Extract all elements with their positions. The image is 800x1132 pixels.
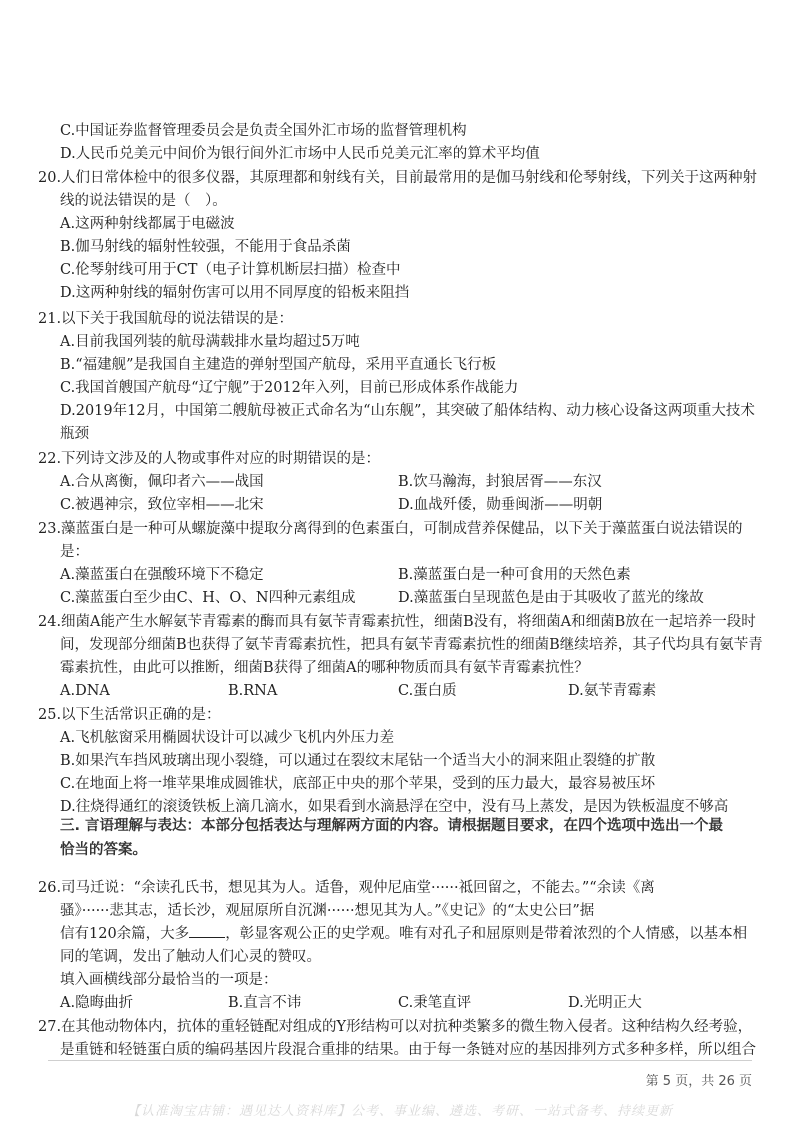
page-number: 第 5 页，共 26 页 xyxy=(645,1074,752,1089)
q24-option-b: B.RNA xyxy=(228,683,278,699)
q24-option-a: A.DNA xyxy=(60,683,110,699)
section-heading xyxy=(60,814,750,862)
q24-option-c: C.蛋白质 xyxy=(398,683,457,699)
q26-option-c: C.秉笔直评 xyxy=(398,995,472,1011)
q22-option-c: C.被遇神宗，致位宰相——北宋 xyxy=(60,497,264,513)
q24-option-d: D.氨苄青霉素 xyxy=(568,683,657,699)
watermark: 【认准淘宝店铺：遇见达人资料库】公考、事业编、遴选、考研、一站式备考、持续更新 xyxy=(126,1104,673,1119)
q26-prompt: 填入画横线部分最恰当的一项是： xyxy=(60,972,278,988)
q22-stem: 22.下列诗文涉及的人物或事件对应的时期错误的是： xyxy=(38,451,381,467)
q24-stem-cont-1: 间，发现部分细菌B也获得了氨苄青霉素抗性，把具有氨苄青霉素抗性的细菌B继续培养，其子代均具有氨苄青 xyxy=(60,637,763,653)
q23-option-a: A.藻蓝蛋白在强酸环境下不稳定 xyxy=(60,567,264,583)
q20-option-a: A.这两种射线都属于电磁波 xyxy=(60,216,235,232)
q22-option-d: D.血战歼倭，勋垂闽浙——明朝 xyxy=(398,497,603,513)
q23-option-c: C.藻蓝蛋白至少由C、H、O、N四种元素组成 xyxy=(60,590,356,606)
q26-stem-cont-2 xyxy=(60,923,747,945)
q23-option-d: D.藻蓝蛋白呈现蓝色是由于其吸收了蓝光的缘故 xyxy=(398,590,704,606)
q23-option-b: B.藻蓝蛋白是一种可食用的天然色素 xyxy=(398,567,631,583)
q21-option-d-cont: 瓶颈 xyxy=(60,426,89,442)
q20-option-d: D.这两种射线的辐射伤害可以用不同厚度的铅板来阻挡 xyxy=(60,285,410,301)
q26-option-b: B.直言不讳 xyxy=(228,995,302,1011)
q24-stem-cont-2: 霉素抗性，由此可以推断，细菌B获得了细菌A的哪种物质而具有氨苄青霉素抗性？ xyxy=(60,660,589,676)
q21-option-a: A.目前我国列装的航母满载排水量均超过5万吨 xyxy=(60,334,360,350)
q20-option-b: B.伽马射线的辐射性较强，不能用于食品杀菌 xyxy=(60,239,351,255)
q26-option-a: A.隐晦曲折 xyxy=(60,995,134,1011)
q26-stem-before-blank: 信有120余篇，大多 xyxy=(60,926,190,942)
q27-stem-cont: 是重链和轻链蛋白质的编码基因片段混合重排的结果。由于每一条链对应的基因排列方式多种多样，所以组合 xyxy=(60,1042,756,1058)
q21-option-d: D.2019年12月，中国第二艘航母被正式命名为“山东舰”，其突破了船体结构、动力核心设备这两项重大技术 xyxy=(60,403,755,419)
q22-option-b: B.饮马瀚海，封狼居胥——东汉 xyxy=(398,474,602,490)
section-heading-line-1: 三. 言语理解与表达：本部分包括表达与理解两方面的内容。请根据题目要求，在四个选项中选出一个最 xyxy=(60,818,724,834)
q19-option-c: C.中国证券监督管理委员会是负责全国外汇市场的监督管理机构 xyxy=(60,123,467,139)
q25-option-c: C.在地面上将一堆苹果堆成圆锥状，底部正中央的那个苹果，受到的压力最大，最容易被压坏 xyxy=(60,776,656,792)
q25-option-d: D.往烧得通红的滚烫铁板上滴几滴水，如果看到水滴悬浮在空中，没有马上蒸发，是因为铁板温度不够高 xyxy=(60,799,729,815)
q26-stem-after-blank: ，彰显客观公正的史学观。唯有对孔子和屈原则是带着浓烈的个人情感，以基本相 xyxy=(225,926,748,942)
q26-stem-cont-3: 同的笔调，发出了触动人们心灵的赞叹。 xyxy=(60,949,321,965)
q26-option-d: D.光明正大 xyxy=(568,995,642,1011)
q21-option-c: C.我国首艘国产航母“辽宁舰”于2012年入列，目前已形成体系作战能力 xyxy=(60,380,519,396)
q24-stem: 24.细菌A能产生水解氨苄青霉素的酶而具有氨苄青霉素抗性，细菌B没有，将细菌A和细菌B放在一起培养一段时 xyxy=(38,614,756,630)
q20-option-c: C.伦琴射线可用于CT（电子计算机断层扫描）检查中 xyxy=(60,262,401,278)
q23-stem-cont: 是： xyxy=(60,544,89,560)
q25-option-a: A.飞机舷窗采用椭圆状设计可以减少飞机内外压力差 xyxy=(60,730,395,746)
q20-stem-cont: 线的说法错误的是（ ）。 xyxy=(60,193,227,209)
q19-option-d: D.人民币兑美元中间价为银行间外汇市场中人民币兑美元汇率的算术平均值 xyxy=(60,146,540,162)
q25-stem: 25.以下生活常识正确的是： xyxy=(38,707,221,723)
footer-divider xyxy=(48,1060,752,1061)
q20-stem: 20.人们日常体检中的很多仪器，其原理都和射线有关，目前最常用的是伽马射线和伦琴射线，下列关于这两种射 xyxy=(38,170,758,186)
section-heading-line-2: 恰当的答案。 xyxy=(60,842,147,858)
q22-option-a: A.合从离衡，佩印者六——战国 xyxy=(60,474,264,490)
q21-stem: 21.以下关于我国航母的说法错误的是： xyxy=(38,311,294,327)
q27-stem: 27.在其他动物体内，抗体的重轻链配对组成的Y形结构可以对抗种类繁多的微生物入侵者。这种结构久经考验， xyxy=(38,1019,753,1035)
q21-option-b: B.“福建舰”是我国自主建造的弹射型国产航母，采用平直通长飞行板 xyxy=(60,357,497,373)
q25-option-b: B.如果汽车挡风玻璃出现小裂缝，可以通过在裂纹末尾钻一个适当大小的洞来阻止裂缝的扩散 xyxy=(60,753,656,769)
answer-blank xyxy=(189,923,225,938)
q23-stem: 23.藻蓝蛋白是一种可从螺旋藻中提取分离得到的色素蛋白，可制成营养保健品，以下关于藻蓝蛋白说法错误的 xyxy=(38,521,743,537)
q26-stem: 26.司马迁说：“余读孔氏书，想见其为人。适鲁，观仲尼庙堂······祗回留之，不能去。”“余读《离 xyxy=(38,880,655,896)
q26-stem-cont-1: 骚》······悲其志，适长沙，观屈原所自沉渊······想见其为人。”《史记》的“太史公曰”据 xyxy=(60,903,595,919)
